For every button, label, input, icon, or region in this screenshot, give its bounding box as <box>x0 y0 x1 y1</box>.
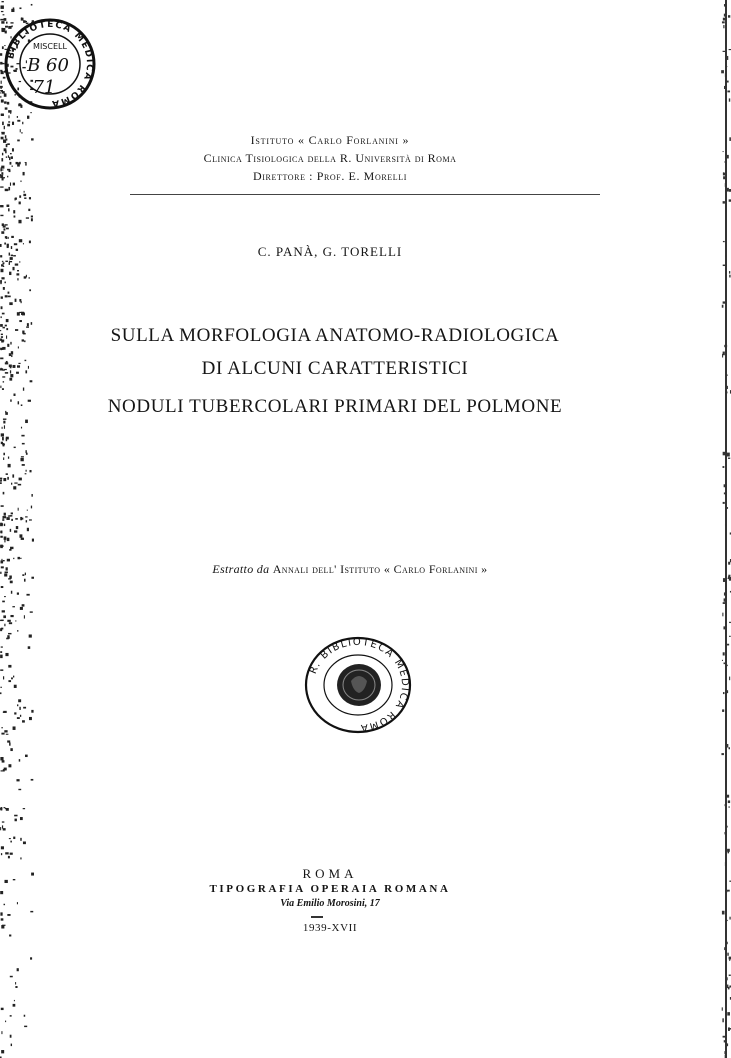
institute-heading: Istituto « Carlo Forlanini » <box>250 133 410 147</box>
clinic-heading: Clinica Tisiologica della R. Università di Roma <box>203 151 457 165</box>
svg-text:B 60: B 60 <box>27 55 69 76</box>
title-line-1: SULLA MORFOLOGIA ANATOMO-RADIOLOGICA <box>110 325 560 346</box>
svg-text:BIBLIOTECA MEDICA ROMA: BIBLIOTECA MEDICA ROMA <box>6 19 95 109</box>
svg-text:R. BIBLIOTECA MEDICA ROMA: R. BIBLIOTECA MEDICA ROMA <box>307 636 411 734</box>
imprint-city: ROMA <box>302 866 358 881</box>
scan-noise-left-edge <box>0 0 34 1058</box>
director-heading: Direttore : Prof. E. Morelli <box>253 169 407 183</box>
extract-prefix: Estratto da <box>212 562 270 576</box>
library-seal-stamp <box>303 635 413 735</box>
library-stamp-top <box>0 14 100 114</box>
imprint-printer: TIPOGRAFIA OPERAIA ROMANA <box>209 883 451 895</box>
extract-source: Annali dell' Istituto « Carlo Forlanini » <box>272 562 488 576</box>
header-rule <box>130 194 600 195</box>
title-line-2: DI ALCUNI CARATTERISTICI <box>201 358 469 379</box>
imprint-address: Via Emilio Morosini, 17 <box>280 898 380 909</box>
scan-noise-right-edge <box>709 0 731 1058</box>
authors: C. PANÀ, G. TORELLI <box>257 244 403 259</box>
svg-text:71: 71 <box>32 77 56 98</box>
extract-note <box>120 562 580 577</box>
svg-text:MISCELL: MISCELL <box>33 42 67 51</box>
imprint-year: 1939-XVII <box>302 922 358 934</box>
imprint-dash <box>311 916 323 918</box>
title-line-3: NODULI TUBERCOLARI PRIMARI DEL POLMONE <box>107 396 563 417</box>
